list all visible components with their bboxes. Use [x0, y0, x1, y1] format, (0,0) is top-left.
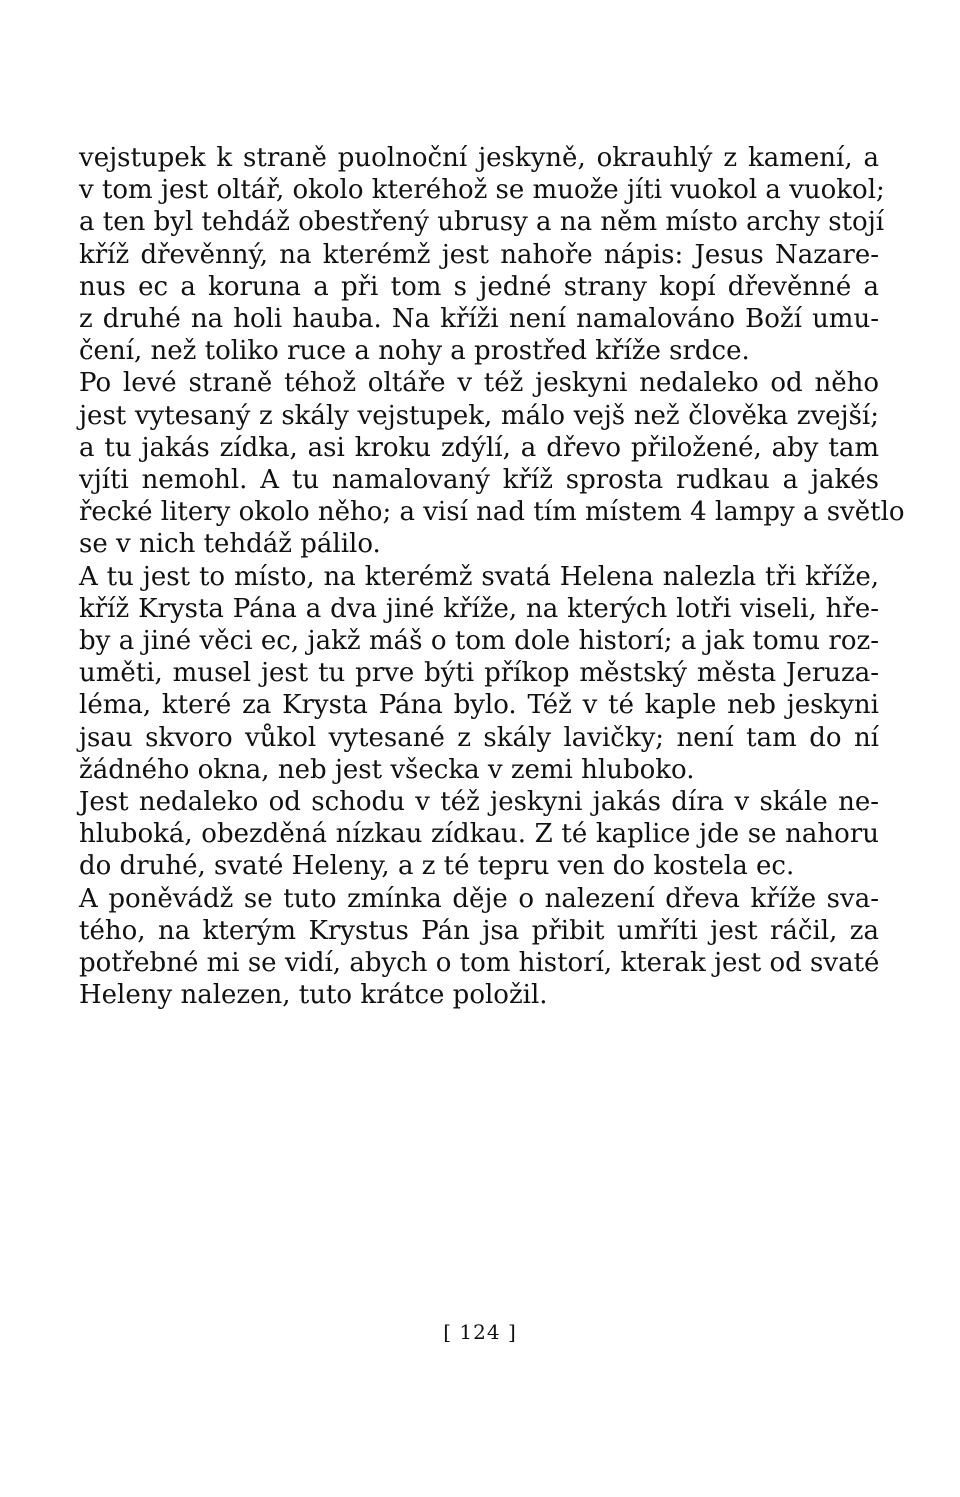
text-line: hluboká, obezděná nízkau zídkau. Z té kaplice jde se nahoru	[79, 819, 879, 850]
text-line: čení, než toliko ruce a nohy a prostřed kříže srdce.	[79, 336, 750, 367]
text-line: a ten byl tehdáž obestřený ubrusy a na něm místo archy stojí	[79, 207, 885, 238]
text-line: by a jiné věci ec, jakž máš o tom dole historí; a jak tomu roz-	[79, 626, 879, 657]
text-line: vjíti nemohl. A tu namalovaný kříž sprosta rudkau a jakés	[79, 465, 879, 496]
text-line: a tu jakás zídka, asi kroku zdýlí, a dřevo přiložené, aby tam	[79, 432, 879, 463]
text-line: se v nich tehdáž pálilo.	[79, 529, 381, 560]
text-line: žádného okna, neb jest všecka v zemi hluboko.	[79, 754, 695, 785]
paragraph-4	[79, 786, 879, 883]
text-line: jsau skvoro vůkol vytesané z skály lavičky; není tam do ní	[79, 722, 879, 753]
text-line: Heleny nalezen, tuto krátce položil.	[79, 980, 548, 1011]
paragraph-1	[79, 142, 885, 367]
text-line: léma, které za Krysta Pána bylo. Též v té kaple neb jeskyni	[79, 690, 879, 721]
paragraph-5	[79, 883, 879, 1012]
text-line: potřebné mi se vidí, abych o tom historí, kterak jest od svaté	[79, 948, 880, 979]
text-line: kříž dřevěnný, na kterémž jest nahoře nápis: Jesus Nazare-	[79, 239, 879, 270]
text-line: tého, na kterým Krystus Pán jsa přibit umříti jest ráčil, za	[79, 915, 879, 946]
paragraph-2	[79, 367, 905, 560]
text-line: nus ec a koruna a při tom s jedné strany kopí dřevěnné a	[79, 271, 879, 302]
text-line: z druhé na holi hauba. Na kříži není namalováno Boží umu-	[79, 304, 879, 335]
paragraph-3	[79, 561, 879, 786]
text-line: řecké litery okolo něho; a visí nad tím místem 4 lampy a světlo	[79, 497, 905, 528]
text-line: do druhé, svaté Heleny, a z té tepru ven do kostela ec.	[79, 851, 795, 882]
page-number: [ 124 ]	[443, 1320, 517, 1344]
text-line: Po levé straně téhož oltáře v též jeskyni nedaleko od něho	[79, 368, 879, 399]
text-line: vejstupek k straně puolnoční jeskyně, okrauhlý z kamení, a	[79, 143, 879, 173]
text-line: Jest nedaleko od schodu v též jeskyni jakás díra v skále ne-	[79, 787, 879, 818]
body-text	[79, 142, 905, 1011]
text-line: kříž Krysta Pána a dva jiné kříže, na kterých lotři viseli, hře-	[79, 593, 879, 624]
text-line: v tom jest oltář, okolo kteréhož se muože jíti vuokol a vuokol;	[79, 175, 885, 206]
text-line: jest vytesaný z skály vejstupek, málo vejš než člověka zvejší;	[79, 400, 879, 431]
text-line: A poněvádž se tuto zmínka děje o nalezení dřeva kříže sva-	[79, 883, 879, 914]
text-line: A tu jest to místo, na kterémž svatá Helena nalezla tři kříže,	[79, 561, 879, 592]
text-line: uměti, musel jest tu prve býti příkop městský města Jeruza-	[79, 658, 879, 689]
